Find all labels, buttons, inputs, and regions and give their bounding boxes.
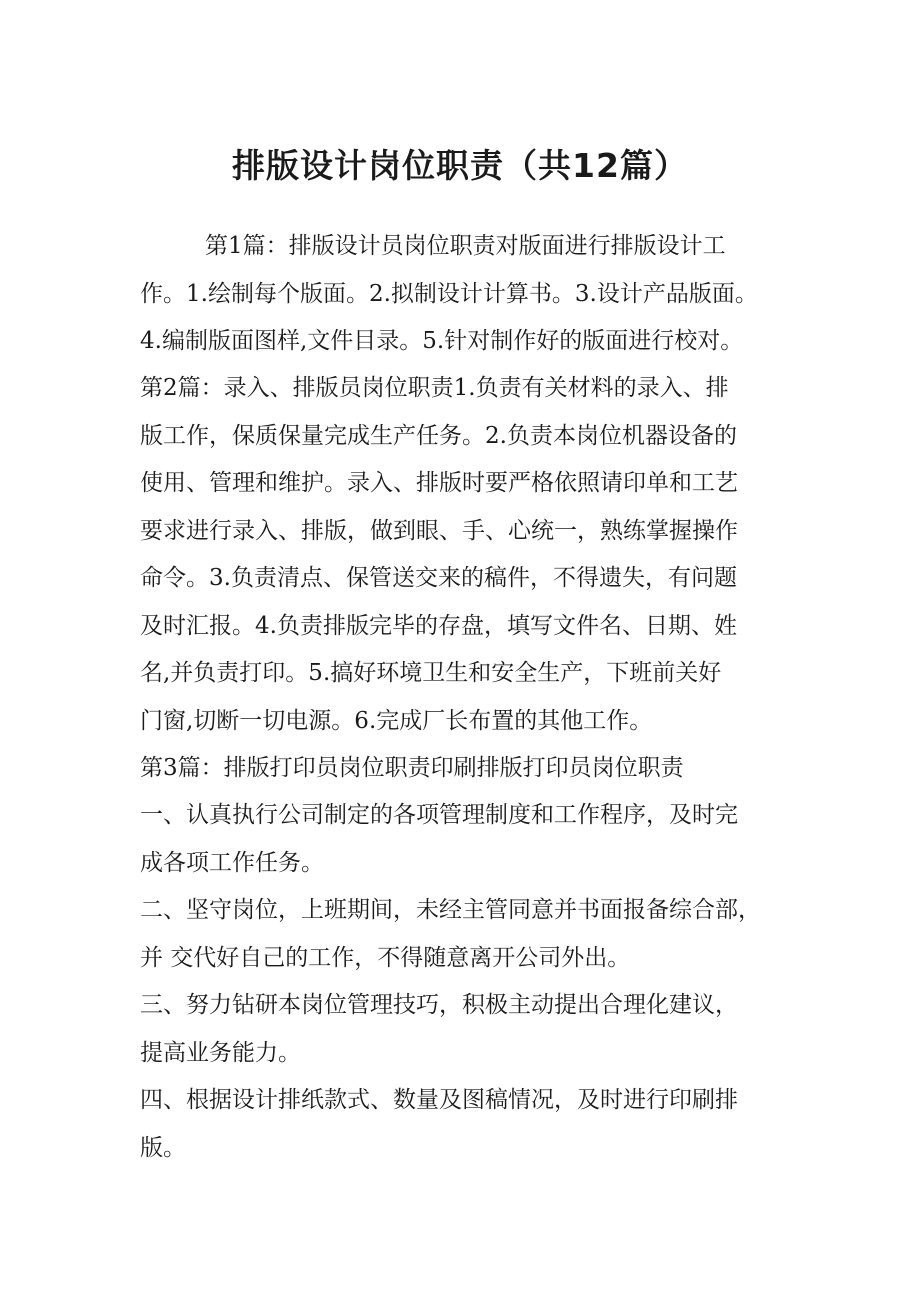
paragraph-line: 提高业务能力。 <box>140 1040 301 1066</box>
paragraph-line: 使用、管理和维护。录入、排版时要严格依照请印单和工艺 <box>140 470 738 496</box>
paragraph-line: 第2篇：录入、排版员岗位职责1.负责有关材料的录入、排 <box>140 375 729 401</box>
paragraph-line: 三、努力钻研本岗位管理技巧，积极主动提出合理化建议， <box>140 992 738 1018</box>
paragraph-line: 4.编制版面图样,文件目录。5.针对制作好的版面进行校对。 <box>140 328 744 354</box>
paragraph-line: 及时汇报。4.负责排版完毕的存盘，填写文件名、日期、姓 <box>140 613 737 639</box>
paragraph-line: 成各项工作任务。 <box>140 850 324 876</box>
paragraph-line: 第1篇：排版设计员岗位职责对版面进行排版设计工 <box>205 233 726 259</box>
paragraph-line: 一、认真执行公司制定的各项管理制度和工作程序，及时完 <box>140 802 738 828</box>
paragraph-line: 版。 <box>140 1135 186 1161</box>
paragraph-line: 命令。3.负责清点、保管送交来的稿件，不得遗失，有问题 <box>140 565 737 591</box>
document-title: 排版设计岗位职责（共12篇） <box>232 146 688 185</box>
paragraph-line: 要求进行录入、排版，做到眼、手、心统一，熟练掌握操作 <box>140 518 738 544</box>
paragraph-line: 并 交代好自己的工作，不得随意离开公司外出。 <box>140 945 631 971</box>
paragraph-line: 版工作，保质保量完成生产任务。2.负责本岗位机器设备的 <box>140 423 737 449</box>
paragraph-line: 门窗,切断一切电源。6.完成厂长布置的其他工作。 <box>140 708 653 734</box>
paragraph-line: 作。1.绘制每个版面。2.拟制设计计算书。3.设计产品版面。 <box>140 281 758 307</box>
paragraph-line: 第3篇：排版打印员岗位职责印刷排版打印员岗位职责 <box>140 755 684 781</box>
paragraph-line: 四、根据设计排纸款式、数量及图稿情况，及时进行印刷排 <box>140 1087 738 1113</box>
paragraph-line: 名,并负责打印。5.搞好环境卫生和安全生产，下班前关好 <box>140 660 722 686</box>
paragraph-line: 二、坚守岗位，上班期间，未经主管同意并书面报备综合部， <box>140 897 761 923</box>
